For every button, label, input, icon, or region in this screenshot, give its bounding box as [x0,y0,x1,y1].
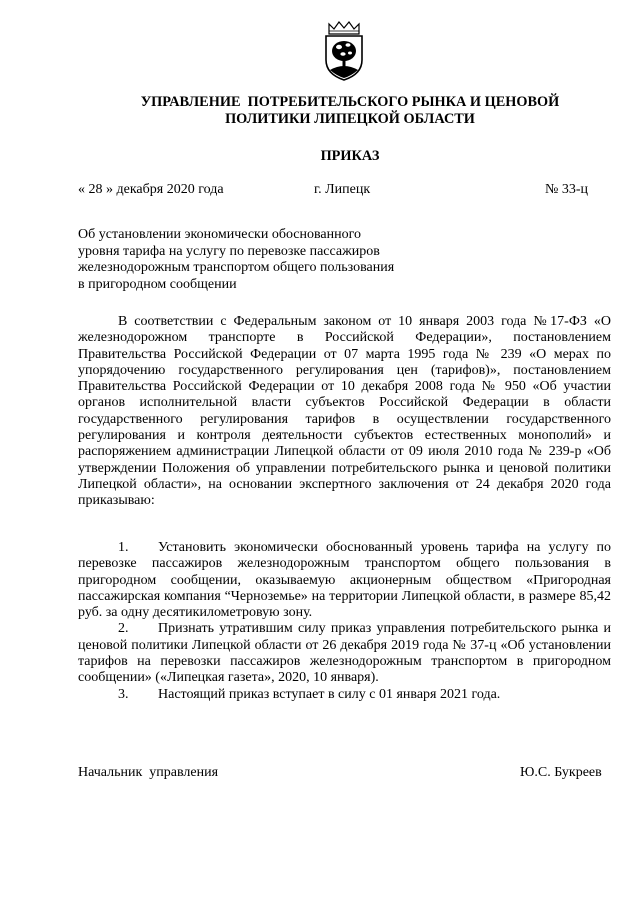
item-number: 2. [118,621,129,637]
signatory-position: Начальник управления [78,765,219,780]
order-city: г. Липецк [314,182,371,197]
subject-line: железнодорожным транспортом общего пользования [78,260,395,275]
order-items [78,540,611,703]
signatory-name: Ю.С. Букреев [520,765,602,780]
order-number: № 33-ц [545,182,589,197]
lipetsk-coat-of-arms-icon [321,20,367,82]
document-type-title: ПРИКАЗ [320,148,380,164]
preamble-text: В соответствии с Федеральным законом от 10 января 2003 года №17-ФЗ «О железнодорожном транспорте в Российской Федерации», постановлением Правительства Российской Федерации от 07 марта 1995 года № 239 «О мерах по упорядочению государственного регулирования цен (тарифов)», постановлением Правительства Российской Федерации от 10 декабря 2008 года № 950 «Об участии органов исполнительной власти субъектов Российской Федерации в области государственного регулирования тарифов в осуществлении государственного регулирования и контроля деятельности субъектов естественных монополий» и распоряжением администрации Липецкой области от 09 июля 2010 года № 239-р «Об утверждении Положения об управлении потребительского рынка и ценовой политики Липецкой области», на основании экспертного заключения от 24 декабря 2020 года приказываю: [78,314,611,509]
subject-line: Об установлении экономически обоснованного [78,227,362,242]
item-text: Настоящий приказ вступает в силу с 01 января 2021 года. [158,686,501,702]
preamble-paragraph [78,314,611,510]
org-name-line2: ПОЛИТИКИ ЛИПЕЦКОЙ ОБЛАСТИ [225,111,475,127]
subject-line: уровня тарифа на услугу по перевозке пассажиров [78,243,380,259]
order-item-2 [78,621,611,686]
order-date: « 28 » декабря 2020 года [78,182,224,197]
order-subject [78,227,478,293]
order-item-1 [78,540,611,621]
order-item-3 [78,687,611,703]
item-number: 1. [118,540,129,555]
item-text: Признать утратившим силу приказ управления потребительского рынка и ценовой политики Липецкой области от 26 декабря 2019 года № 37-ц «Об установлении тарифов на перевозки пассажиров железнодорожным транспортом в пригородном сообщении» («Липецкая газета», 2020, 10 января). [78,621,611,686]
organization-name [70,94,630,128]
item-text: Установить экономически обоснованный уровень тарифа на услугу по перевозке пассажиров железнодорожным транспортом общего пользования в пригородном сообщении, оказываемую акционерным обществом «Пригородная пассажирская компания “Черноземье» на территории Липецкой области, в размере 85,42 руб. за одну десятикилометровую зону. [78,540,611,621]
item-number: 3. [118,686,129,702]
subject-line: в пригородном сообщении [78,276,237,292]
org-name-line1: УПРАВЛЕНИЕ ПОТРЕБИТЕЛЬСКОГО РЫНКА И ЦЕНОВОЙ [140,94,560,110]
